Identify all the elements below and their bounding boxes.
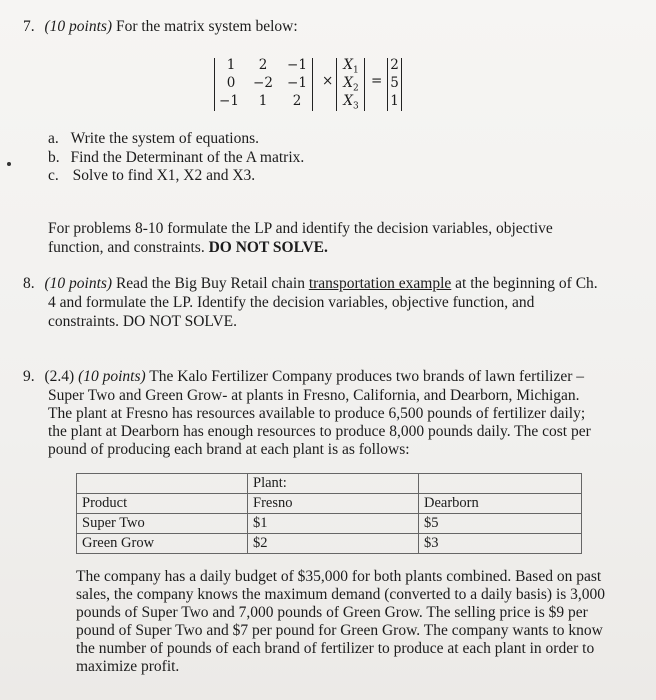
- header-fresno: Fresno: [248, 494, 419, 514]
- equals-sign: =: [371, 73, 383, 89]
- q7-text: For the matrix system below:: [115, 18, 298, 35]
- vector-x: [336, 55, 366, 113]
- q9-line-2: Super Two and Green Grow- at plants in Fresno, California, and Dearborn, Michigan.: [48, 387, 580, 404]
- q7-part-a: a. Write the system of equations.: [48, 130, 259, 147]
- q7-header: [23, 17, 298, 36]
- q9-line-1: 9. (2.4) (10 points) The Kalo Fertilizer Company produces two brands of lawn fertilizer –: [23, 368, 585, 385]
- q8-line-1: 8. (10 points) Read the Big Buy Retail chain transportation example at the beginning of Ch.: [23, 275, 598, 292]
- transportation-example-link[interactable]: transportation example: [308, 275, 452, 292]
- q9-line-5: pound of producing each brand at each plant is as follows:: [48, 441, 410, 458]
- x1: $X_1$: [343, 57, 359, 76]
- a31: −1: [219, 93, 239, 109]
- a12: 2: [258, 57, 268, 73]
- a13: −1: [287, 57, 307, 73]
- a23: −1: [287, 75, 307, 91]
- q8-line-2: 4 and formulate the LP. Identify the decision variables, objective function, and: [48, 294, 535, 311]
- a33: 2: [292, 93, 302, 109]
- a11: 1: [226, 57, 236, 73]
- table-row: [77, 474, 582, 494]
- times-sign: ×: [322, 73, 334, 89]
- q9-closing-2: sales, the company knows the maximum demand (converted to a daily basis) is 3,000: [76, 586, 606, 603]
- matrix-a: [214, 55, 319, 113]
- q7-part-c: c. Solve to find X1, X2 and X3.: [48, 167, 256, 184]
- table-row: Green Grow $2 $3: [77, 534, 582, 554]
- plant-label: Plant:: [248, 474, 419, 494]
- intro-line-2: function, and constraints. DO NOT SOLVE.: [48, 239, 328, 256]
- q9-number: 9.: [23, 368, 35, 385]
- q9-line-4: the plant at Dearborn has enough resources to produce 8,000 pounds daily. The cost per: [48, 423, 591, 440]
- x3: $X_3$: [343, 93, 359, 112]
- cost-table: [76, 473, 582, 554]
- header-product: Product: [77, 494, 248, 514]
- bullet-mark: [7, 162, 11, 166]
- table-row: Super Two $1 $5: [77, 514, 582, 534]
- intro-line-1: For problems 8-10 formulate the LP and identify the decision variables, objective: [48, 220, 553, 237]
- q9-closing-6: maximize profit.: [76, 658, 180, 675]
- x2: $X_2$: [343, 75, 359, 94]
- b3: 1: [390, 93, 399, 109]
- q9-closing-4: pound of Super Two and $7 per pound for Green Grow. The company wants to know: [76, 622, 603, 639]
- q9-closing-3: pounds of Super Two and 7,000 pounds of Green Grow. The selling price is $9 per: [76, 604, 588, 621]
- q8-number: 8.: [23, 275, 35, 292]
- a21: 0: [226, 75, 236, 91]
- a22: −2: [253, 75, 273, 91]
- vector-b: [387, 55, 403, 113]
- b2: 5: [390, 75, 399, 91]
- q8-line-3: constraints. DO NOT SOLVE.: [48, 313, 238, 330]
- q9-line-3: The plant at Fresno has resources available to produce 6,500 pounds of fertilizer daily;: [48, 405, 586, 422]
- q7-number: 7.: [23, 18, 35, 35]
- q9-closing-1: The company has a daily budget of $35,000 for both plants combined. Based on past: [76, 568, 602, 585]
- a32: 1: [258, 93, 268, 109]
- q7-points: (10 points): [44, 18, 113, 35]
- b1: 2: [390, 57, 399, 73]
- q7-part-b: b. Find the Determinant of the A matrix.: [48, 149, 305, 166]
- q9-closing-5: the number of pounds of each brand of fertilizer to produce at each plant in order to: [76, 640, 595, 657]
- table-header-row: [77, 494, 582, 514]
- header-dearborn: Dearborn: [419, 494, 582, 514]
